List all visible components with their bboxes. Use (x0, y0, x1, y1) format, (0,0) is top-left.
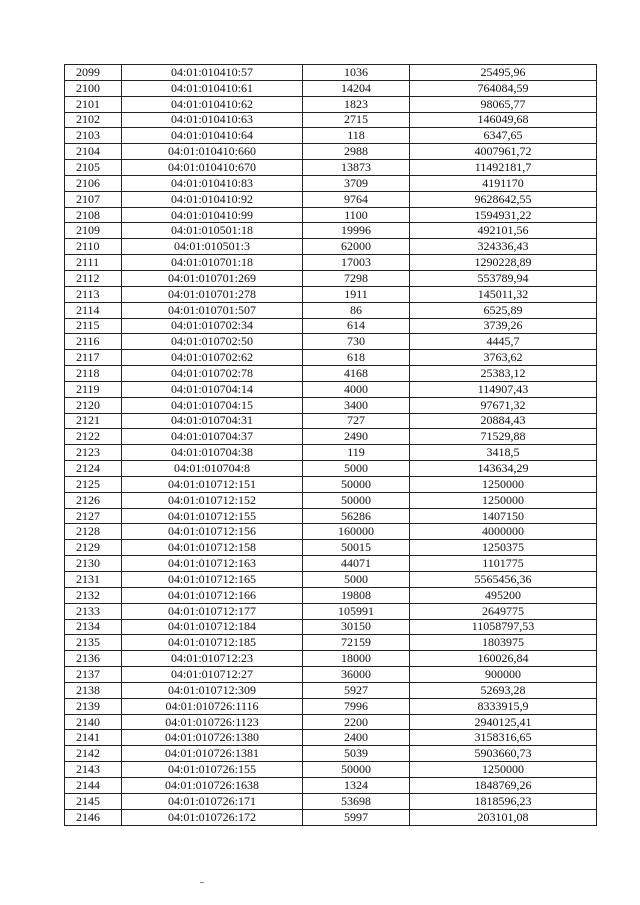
table-row (65, 793, 597, 809)
cadastral-number-cell: 04:01:010726:1380 (122, 730, 303, 746)
row-number-cell: 2120 (65, 397, 122, 413)
row-number-cell: 2115 (65, 318, 122, 334)
area-cell: 2400 (303, 730, 410, 746)
value-cell: 52693,28 (410, 682, 597, 698)
area-cell: 50000 (303, 492, 410, 508)
row-number-cell: 2143 (65, 762, 122, 778)
area-cell: 44071 (303, 556, 410, 572)
row-number-cell: 2128 (65, 524, 122, 540)
table-row (65, 651, 597, 667)
value-cell: 25495,96 (410, 65, 597, 81)
area-cell: 2490 (303, 429, 410, 445)
table-row (65, 777, 597, 793)
table-row (65, 128, 597, 144)
area-cell: 56286 (303, 508, 410, 524)
value-cell: 900000 (410, 667, 597, 683)
row-number-cell: 2110 (65, 239, 122, 255)
value-cell: 4007961,72 (410, 144, 597, 160)
value-cell: 11492181,7 (410, 160, 597, 176)
cadastral-number-cell: 04:01:010712:163 (122, 556, 303, 572)
value-cell: 764084,59 (410, 80, 597, 96)
row-number-cell: 2134 (65, 619, 122, 635)
value-cell: 5903660,73 (410, 746, 597, 762)
row-number-cell: 2102 (65, 112, 122, 128)
area-cell: 118 (303, 128, 410, 144)
cadastral-number-cell: 04:01:010704:8 (122, 461, 303, 477)
table-row (65, 334, 597, 350)
table-row (65, 698, 597, 714)
area-cell: 53698 (303, 793, 410, 809)
value-cell: 1101775 (410, 556, 597, 572)
cadastral-number-cell: 04:01:010410:63 (122, 112, 303, 128)
row-number-cell: 2106 (65, 175, 122, 191)
cadastral-value-table (64, 64, 597, 826)
cadastral-number-cell: 04:01:010712:177 (122, 603, 303, 619)
cadastral-number-cell: 04:01:010704:14 (122, 381, 303, 397)
cadastral-number-cell: 04:01:010410:62 (122, 96, 303, 112)
row-number-cell: 2111 (65, 255, 122, 271)
cadastral-number-cell: 04:01:010726:171 (122, 793, 303, 809)
area-cell: 1911 (303, 286, 410, 302)
value-cell: 146049,68 (410, 112, 597, 128)
value-cell: 71529,88 (410, 429, 597, 445)
cadastral-number-cell: 04:01:010704:37 (122, 429, 303, 445)
table-row (65, 350, 597, 366)
table-row (65, 809, 597, 825)
area-cell: 2200 (303, 714, 410, 730)
cadastral-number-cell: 04:01:010701:18 (122, 255, 303, 271)
area-cell: 30150 (303, 619, 410, 635)
area-cell: 105991 (303, 603, 410, 619)
value-cell: 1594931,22 (410, 207, 597, 223)
value-cell: 2649775 (410, 603, 597, 619)
area-cell: 50015 (303, 540, 410, 556)
row-number-cell: 2141 (65, 730, 122, 746)
table-row (65, 144, 597, 160)
value-cell: 495200 (410, 587, 597, 603)
area-cell: 119 (303, 445, 410, 461)
value-cell: 1250000 (410, 476, 597, 492)
row-number-cell: 2131 (65, 572, 122, 588)
row-number-cell: 2105 (65, 160, 122, 176)
table-row (65, 413, 597, 429)
table-row (65, 572, 597, 588)
area-cell: 9764 (303, 191, 410, 207)
table-row (65, 302, 597, 318)
table-row (65, 207, 597, 223)
cadastral-number-cell: 04:01:010410:64 (122, 128, 303, 144)
area-cell: 1036 (303, 65, 410, 81)
row-number-cell: 2136 (65, 651, 122, 667)
table-row (65, 255, 597, 271)
value-cell: 1818596,23 (410, 793, 597, 809)
cadastral-number-cell: 04:01:010726:1123 (122, 714, 303, 730)
row-number-cell: 2146 (65, 809, 122, 825)
area-cell: 50000 (303, 762, 410, 778)
value-cell: 20884,43 (410, 413, 597, 429)
table-row (65, 318, 597, 334)
table-row (65, 286, 597, 302)
area-cell: 5997 (303, 809, 410, 825)
table-row (65, 445, 597, 461)
value-cell: 324336,43 (410, 239, 597, 255)
cadastral-number-cell: 04:01:010410:83 (122, 175, 303, 191)
area-cell: 1823 (303, 96, 410, 112)
cadastral-number-cell: 04:01:010702:50 (122, 334, 303, 350)
area-cell: 18000 (303, 651, 410, 667)
table-row (65, 366, 597, 382)
table-row (65, 175, 597, 191)
cadastral-number-cell: 04:01:010701:269 (122, 270, 303, 286)
row-number-cell: 2099 (65, 65, 122, 81)
value-cell: 11058797,53 (410, 619, 597, 635)
value-cell: 143634,29 (410, 461, 597, 477)
value-cell: 3158316,65 (410, 730, 597, 746)
cadastral-number-cell: 04:01:010712:158 (122, 540, 303, 556)
area-cell: 17003 (303, 255, 410, 271)
area-cell: 86 (303, 302, 410, 318)
table-row (65, 381, 597, 397)
row-number-cell: 2114 (65, 302, 122, 318)
cadastral-number-cell: 04:01:010501:3 (122, 239, 303, 255)
row-number-cell: 2142 (65, 746, 122, 762)
value-cell: 203101,08 (410, 809, 597, 825)
area-cell: 3709 (303, 175, 410, 191)
cadastral-number-cell: 04:01:010712:27 (122, 667, 303, 683)
value-cell: 6525,89 (410, 302, 597, 318)
area-cell: 3400 (303, 397, 410, 413)
row-number-cell: 2129 (65, 540, 122, 556)
row-number-cell: 2126 (65, 492, 122, 508)
row-number-cell: 2100 (65, 80, 122, 96)
row-number-cell: 2117 (65, 350, 122, 366)
value-cell: 1250000 (410, 492, 597, 508)
value-cell: 160026,84 (410, 651, 597, 667)
value-cell: 2940125,41 (410, 714, 597, 730)
table-row (65, 461, 597, 477)
value-cell: 1290228,89 (410, 255, 597, 271)
value-cell: 1407150 (410, 508, 597, 524)
area-cell: 4000 (303, 381, 410, 397)
table-row (65, 397, 597, 413)
row-number-cell: 2140 (65, 714, 122, 730)
value-cell: 3418,5 (410, 445, 597, 461)
area-cell: 7298 (303, 270, 410, 286)
cadastral-number-cell: 04:01:010410:670 (122, 160, 303, 176)
value-cell: 114907,43 (410, 381, 597, 397)
cadastral-number-cell: 04:01:010701:278 (122, 286, 303, 302)
cadastral-number-cell: 04:01:010726:1116 (122, 698, 303, 714)
row-number-cell: 2116 (65, 334, 122, 350)
row-number-cell: 2107 (65, 191, 122, 207)
table-row (65, 587, 597, 603)
cadastral-number-cell: 04:01:010726:1638 (122, 777, 303, 793)
row-number-cell: 2108 (65, 207, 122, 223)
area-cell: 160000 (303, 524, 410, 540)
table-row (65, 730, 597, 746)
area-cell: 13873 (303, 160, 410, 176)
scan-mark (200, 882, 204, 883)
table-row (65, 65, 597, 81)
row-number-cell: 2112 (65, 270, 122, 286)
value-cell: 4445,7 (410, 334, 597, 350)
area-cell: 1324 (303, 777, 410, 793)
cadastral-number-cell: 04:01:010712:309 (122, 682, 303, 698)
row-number-cell: 2125 (65, 476, 122, 492)
cadastral-number-cell: 04:01:010712:156 (122, 524, 303, 540)
cadastral-number-cell: 04:01:010712:23 (122, 651, 303, 667)
row-number-cell: 2122 (65, 429, 122, 445)
table-row (65, 619, 597, 635)
row-number-cell: 2104 (65, 144, 122, 160)
value-cell: 1803975 (410, 635, 597, 651)
row-number-cell: 2103 (65, 128, 122, 144)
cadastral-number-cell: 04:01:010704:31 (122, 413, 303, 429)
value-cell: 97671,32 (410, 397, 597, 413)
row-number-cell: 2121 (65, 413, 122, 429)
value-cell: 492101,56 (410, 223, 597, 239)
value-cell: 3739,26 (410, 318, 597, 334)
cadastral-number-cell: 04:01:010410:92 (122, 191, 303, 207)
cadastral-number-cell: 04:01:010712:185 (122, 635, 303, 651)
table-row (65, 556, 597, 572)
table-row (65, 476, 597, 492)
area-cell: 614 (303, 318, 410, 334)
area-cell: 4168 (303, 366, 410, 382)
value-cell: 145011,32 (410, 286, 597, 302)
value-cell: 1250375 (410, 540, 597, 556)
row-number-cell: 2119 (65, 381, 122, 397)
row-number-cell: 2132 (65, 587, 122, 603)
area-cell: 14204 (303, 80, 410, 96)
table-row (65, 682, 597, 698)
cadastral-number-cell: 04:01:010726:155 (122, 762, 303, 778)
cadastral-number-cell: 04:01:010712:165 (122, 572, 303, 588)
table-row (65, 492, 597, 508)
area-cell: 618 (303, 350, 410, 366)
area-cell: 2715 (303, 112, 410, 128)
table-row (65, 270, 597, 286)
table-row (65, 112, 597, 128)
value-cell: 553789,94 (410, 270, 597, 286)
area-cell: 5927 (303, 682, 410, 698)
value-cell: 25383,12 (410, 366, 597, 382)
area-cell: 5039 (303, 746, 410, 762)
cadastral-number-cell: 04:01:010712:151 (122, 476, 303, 492)
table-row (65, 191, 597, 207)
cadastral-number-cell: 04:01:010712:166 (122, 587, 303, 603)
value-cell: 98065,77 (410, 96, 597, 112)
area-cell: 19808 (303, 587, 410, 603)
cadastral-number-cell: 04:01:010712:155 (122, 508, 303, 524)
row-number-cell: 2118 (65, 366, 122, 382)
table-row (65, 429, 597, 445)
area-cell: 36000 (303, 667, 410, 683)
value-cell: 1250000 (410, 762, 597, 778)
row-number-cell: 2145 (65, 793, 122, 809)
cadastral-number-cell: 04:01:010712:184 (122, 619, 303, 635)
row-number-cell: 2123 (65, 445, 122, 461)
table-row (65, 508, 597, 524)
area-cell: 50000 (303, 476, 410, 492)
area-cell: 2988 (303, 144, 410, 160)
table-body (65, 65, 597, 826)
cadastral-number-cell: 04:01:010410:61 (122, 80, 303, 96)
table-row (65, 603, 597, 619)
table-row (65, 80, 597, 96)
cadastral-number-cell: 04:01:010410:660 (122, 144, 303, 160)
row-number-cell: 2137 (65, 667, 122, 683)
row-number-cell: 2101 (65, 96, 122, 112)
table-row (65, 96, 597, 112)
row-number-cell: 2130 (65, 556, 122, 572)
cadastral-number-cell: 04:01:010702:34 (122, 318, 303, 334)
cadastral-number-cell: 04:01:010701:507 (122, 302, 303, 318)
area-cell: 5000 (303, 461, 410, 477)
value-cell: 4000000 (410, 524, 597, 540)
value-cell: 5565456,36 (410, 572, 597, 588)
table-row (65, 223, 597, 239)
cadastral-number-cell: 04:01:010726:172 (122, 809, 303, 825)
row-number-cell: 2139 (65, 698, 122, 714)
value-cell: 8333915,9 (410, 698, 597, 714)
value-cell: 6347,65 (410, 128, 597, 144)
row-number-cell: 2135 (65, 635, 122, 651)
area-cell: 62000 (303, 239, 410, 255)
row-number-cell: 2109 (65, 223, 122, 239)
row-number-cell: 2138 (65, 682, 122, 698)
table-row (65, 524, 597, 540)
table-row (65, 667, 597, 683)
area-cell: 72159 (303, 635, 410, 651)
row-number-cell: 2124 (65, 461, 122, 477)
table-row (65, 635, 597, 651)
cadastral-number-cell: 04:01:010712:152 (122, 492, 303, 508)
row-number-cell: 2133 (65, 603, 122, 619)
area-cell: 19996 (303, 223, 410, 239)
table-row (65, 239, 597, 255)
table-row (65, 746, 597, 762)
table-row (65, 714, 597, 730)
area-cell: 730 (303, 334, 410, 350)
area-cell: 7996 (303, 698, 410, 714)
cadastral-number-cell: 04:01:010704:38 (122, 445, 303, 461)
table-row (65, 540, 597, 556)
cadastral-number-cell: 04:01:010501:18 (122, 223, 303, 239)
cadastral-number-cell: 04:01:010704:15 (122, 397, 303, 413)
cadastral-number-cell: 04:01:010410:99 (122, 207, 303, 223)
value-cell: 4191170 (410, 175, 597, 191)
row-number-cell: 2144 (65, 777, 122, 793)
cadastral-number-cell: 04:01:010702:78 (122, 366, 303, 382)
table-row (65, 160, 597, 176)
area-cell: 1100 (303, 207, 410, 223)
area-cell: 5000 (303, 572, 410, 588)
value-cell: 3763,62 (410, 350, 597, 366)
row-number-cell: 2113 (65, 286, 122, 302)
row-number-cell: 2127 (65, 508, 122, 524)
value-cell: 1848769,26 (410, 777, 597, 793)
cadastral-number-cell: 04:01:010410:57 (122, 65, 303, 81)
cadastral-number-cell: 04:01:010726:1381 (122, 746, 303, 762)
table-row (65, 762, 597, 778)
value-cell: 9628642,55 (410, 191, 597, 207)
cadastral-number-cell: 04:01:010702:62 (122, 350, 303, 366)
area-cell: 727 (303, 413, 410, 429)
